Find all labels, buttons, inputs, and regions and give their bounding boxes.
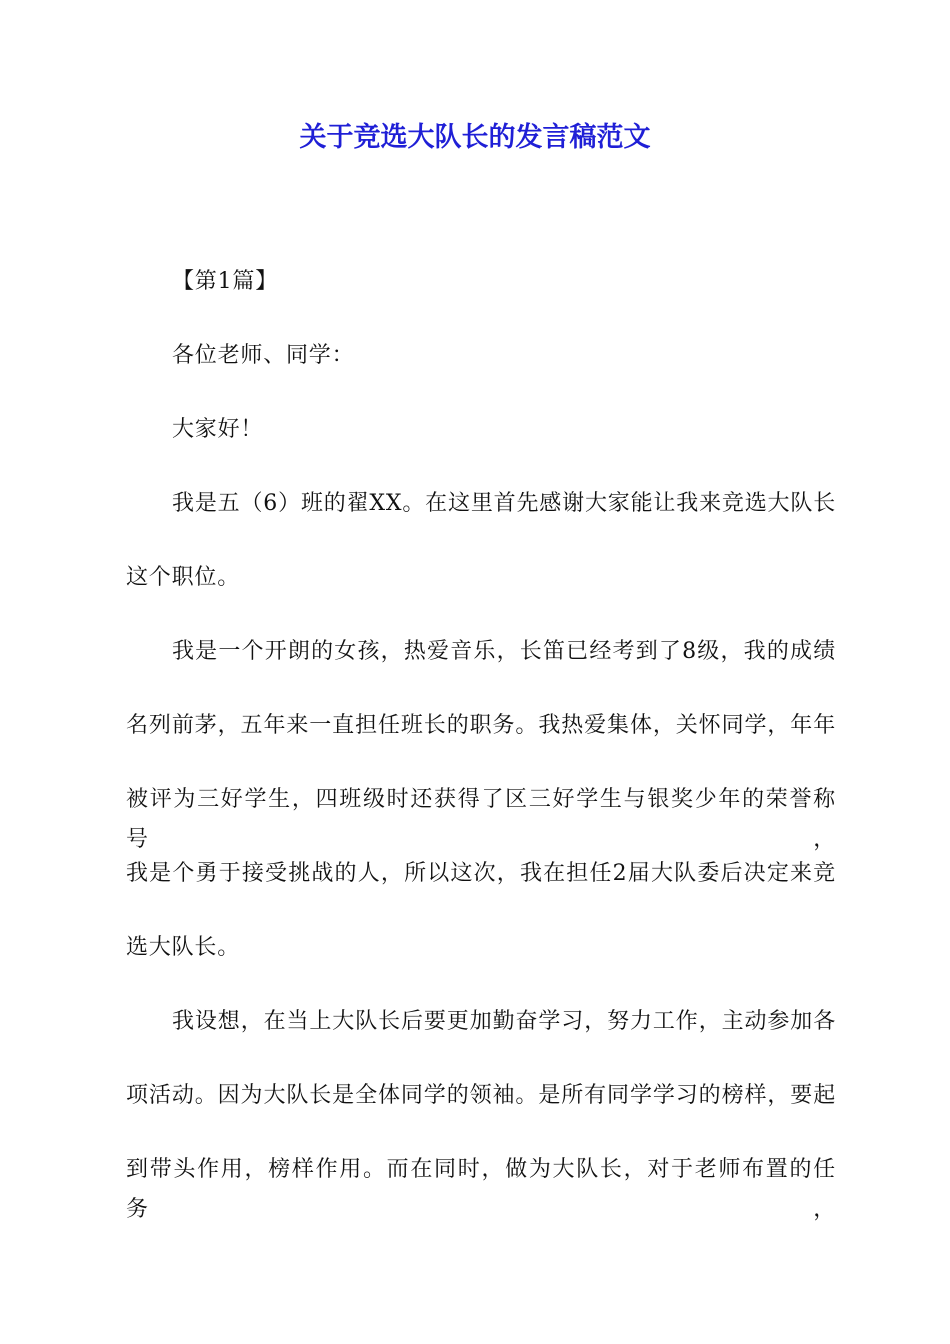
greeting: 大家好！	[172, 417, 264, 442]
paragraph-line: 项活动。因为大队长是全体同学的领袖。是所有同学学习的榜样，要起	[126, 1083, 836, 1108]
paragraph-line: 被评为三好学生，四班级时还获得了区三好学生与银奖少年的荣誉称号，	[126, 787, 836, 852]
paragraph-line: 我是一个开朗的女孩，热爱音乐，长笛已经考到了8级，我的成绩	[172, 639, 836, 664]
paragraph-line: 名列前茅，五年来一直担任班长的职务。我热爱集体，关怀同学，年年	[126, 713, 836, 738]
paragraph-line: 选大队长。	[126, 935, 241, 960]
document-body	[126, 262, 836, 1224]
section-heading: 【第1篇】	[172, 269, 278, 294]
paragraph-line: 这个职位。	[126, 565, 241, 590]
paragraph-line: 我是五（6）班的翟XX。在这里首先感谢大家能让我来竞选大队长	[172, 491, 836, 516]
document-title: 关于竞选大队长的发言稿范文	[299, 122, 651, 153]
paragraph-line: 我是个勇于接受挑战的人，所以这次，我在担任2届大队委后决定来竞	[126, 861, 836, 886]
paragraph-line: 到带头作用，榜样作用。而在同时，做为大队长，对于老师布置的任务，	[126, 1157, 836, 1222]
paragraph-line: 我设想，在当上大队长后要更加勤奋学习，努力工作，主动参加各	[172, 1009, 836, 1034]
salutation: 各位老师、同学：	[172, 343, 355, 368]
